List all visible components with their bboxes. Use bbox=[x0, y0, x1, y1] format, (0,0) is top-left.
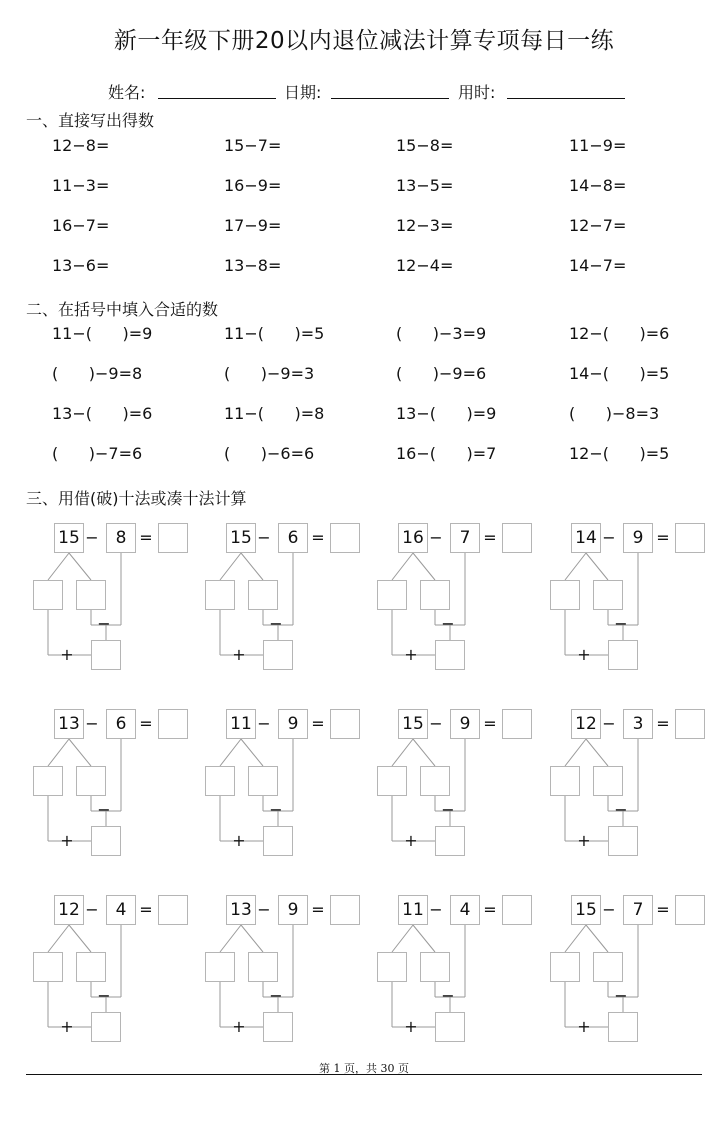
minuend-value: 13 bbox=[230, 900, 252, 920]
step-plus-sign: + bbox=[577, 831, 591, 850]
answer-box[interactable] bbox=[502, 523, 532, 553]
answer-box[interactable] bbox=[502, 709, 532, 739]
step-plus-sign: + bbox=[232, 831, 246, 850]
section1-title: 一、直接写出得数 bbox=[26, 111, 155, 130]
fill-blank-item[interactable]: 13−( )=6 bbox=[52, 404, 153, 423]
split-right-box[interactable] bbox=[248, 766, 278, 796]
step-plus-sign: + bbox=[60, 831, 74, 850]
exercise-item: 14−8= bbox=[569, 176, 627, 195]
minuend-value: 15 bbox=[230, 528, 252, 548]
equals-sign: = bbox=[139, 900, 153, 919]
exercise-item: 12−4= bbox=[396, 256, 454, 275]
fill-blank-item[interactable]: ( )−8=3 bbox=[569, 404, 660, 423]
answer-box[interactable] bbox=[502, 895, 532, 925]
minus-sign: − bbox=[85, 714, 99, 733]
step-minus-sign: − bbox=[614, 986, 628, 1005]
subtrahend-value: 9 bbox=[287, 714, 299, 734]
step-minus-sign: − bbox=[97, 614, 111, 633]
equals-sign: = bbox=[656, 900, 670, 919]
result-box[interactable] bbox=[435, 826, 465, 856]
fill-blank-item[interactable]: ( )−7=6 bbox=[52, 444, 143, 463]
minus-sign: − bbox=[602, 714, 616, 733]
subtrahend-value: 9 bbox=[632, 528, 644, 548]
exercise-item: 12−3= bbox=[396, 216, 454, 235]
answer-box[interactable] bbox=[675, 523, 705, 553]
equals-sign: = bbox=[139, 528, 153, 547]
split-right-box[interactable] bbox=[420, 766, 450, 796]
fill-blank-item[interactable]: 14−( )=5 bbox=[569, 364, 670, 383]
exercise-item: 13−6= bbox=[52, 256, 110, 275]
split-right-box[interactable] bbox=[248, 580, 278, 610]
equals-sign: = bbox=[483, 528, 497, 547]
page-footer: 第 1 页，共 30 页 bbox=[319, 1062, 409, 1075]
result-box[interactable] bbox=[263, 1012, 293, 1042]
fill-blank-item[interactable]: 11−( )=9 bbox=[52, 324, 153, 343]
split-left-box[interactable] bbox=[377, 952, 407, 982]
minuend-value: 12 bbox=[58, 900, 80, 920]
exercise-item: 11−3= bbox=[52, 176, 110, 195]
result-box[interactable] bbox=[263, 826, 293, 856]
step-plus-sign: + bbox=[60, 1017, 74, 1036]
split-right-box[interactable] bbox=[593, 952, 623, 982]
result-box[interactable] bbox=[435, 1012, 465, 1042]
fill-blank-item[interactable]: 11−( )=5 bbox=[224, 324, 325, 343]
minus-sign: − bbox=[257, 528, 271, 547]
minus-sign: − bbox=[85, 900, 99, 919]
step-plus-sign: + bbox=[232, 1017, 246, 1036]
result-box[interactable] bbox=[608, 826, 638, 856]
subtrahend-value: 9 bbox=[459, 714, 471, 734]
step-minus-sign: − bbox=[97, 800, 111, 819]
exercise-item: 15−7= bbox=[224, 136, 282, 155]
subtrahend-value: 6 bbox=[287, 528, 299, 548]
step-plus-sign: + bbox=[404, 1017, 418, 1036]
split-left-box[interactable] bbox=[205, 952, 235, 982]
split-left-box[interactable] bbox=[377, 580, 407, 610]
name-label: 姓名: bbox=[108, 83, 146, 102]
split-left-box[interactable] bbox=[550, 580, 580, 610]
exercise-item: 13−5= bbox=[396, 176, 454, 195]
step-plus-sign: + bbox=[404, 645, 418, 664]
equals-sign: = bbox=[483, 714, 497, 733]
result-box[interactable] bbox=[435, 640, 465, 670]
minuend-value: 16 bbox=[402, 528, 424, 548]
step-minus-sign: − bbox=[269, 986, 283, 1005]
fill-blank-item[interactable]: 11−( )=8 bbox=[224, 404, 325, 423]
fill-blank-item[interactable]: 13−( )=9 bbox=[396, 404, 497, 423]
result-box[interactable] bbox=[91, 1012, 121, 1042]
exercise-item: 13−8= bbox=[224, 256, 282, 275]
exercise-item: 15−8= bbox=[396, 136, 454, 155]
split-right-box[interactable] bbox=[76, 580, 106, 610]
footer-divider bbox=[26, 1074, 702, 1075]
split-right-box[interactable] bbox=[76, 766, 106, 796]
answer-box[interactable] bbox=[330, 709, 360, 739]
subtrahend-value: 4 bbox=[459, 900, 471, 920]
step-minus-sign: − bbox=[269, 800, 283, 819]
exercise-item: 16−9= bbox=[224, 176, 282, 195]
subtrahend-value: 7 bbox=[459, 528, 471, 548]
step-minus-sign: − bbox=[441, 986, 455, 1005]
step-minus-sign: − bbox=[441, 800, 455, 819]
subtrahend-value: 7 bbox=[632, 900, 644, 920]
answer-box[interactable] bbox=[158, 709, 188, 739]
step-plus-sign: + bbox=[577, 645, 591, 664]
exercise-item: 11−9= bbox=[569, 136, 627, 155]
minuend-value: 15 bbox=[58, 528, 80, 548]
step-minus-sign: − bbox=[614, 800, 628, 819]
section3-title: 三、用借(破)十法或凑十法计算 bbox=[26, 489, 247, 508]
split-left-box[interactable] bbox=[550, 766, 580, 796]
section2-title: 二、在括号中填入合适的数 bbox=[26, 300, 219, 319]
minus-sign: − bbox=[602, 528, 616, 547]
equals-sign: = bbox=[311, 714, 325, 733]
fill-blank-item[interactable]: 16−( )=7 bbox=[396, 444, 497, 463]
exercise-item: 16−7= bbox=[52, 216, 110, 235]
split-right-box[interactable] bbox=[420, 952, 450, 982]
step-plus-sign: + bbox=[60, 645, 74, 664]
answer-box[interactable] bbox=[330, 895, 360, 925]
minus-sign: − bbox=[602, 900, 616, 919]
split-right-box[interactable] bbox=[420, 580, 450, 610]
split-left-box[interactable] bbox=[33, 580, 63, 610]
answer-box[interactable] bbox=[675, 895, 705, 925]
result-box[interactable] bbox=[608, 640, 638, 670]
result-box[interactable] bbox=[91, 826, 121, 856]
fill-blank-item[interactable]: ( )−6=6 bbox=[224, 444, 315, 463]
split-right-box[interactable] bbox=[593, 766, 623, 796]
equals-sign: = bbox=[656, 714, 670, 733]
split-left-box[interactable] bbox=[33, 952, 63, 982]
minuend-value: 12 bbox=[575, 714, 597, 734]
step-plus-sign: + bbox=[404, 831, 418, 850]
fill-blank-item[interactable]: ( )−9=8 bbox=[52, 364, 143, 383]
step-minus-sign: − bbox=[441, 614, 455, 633]
result-box[interactable] bbox=[263, 640, 293, 670]
equals-sign: = bbox=[311, 528, 325, 547]
step-plus-sign: + bbox=[577, 1017, 591, 1036]
minus-sign: − bbox=[429, 528, 443, 547]
minuend-value: 15 bbox=[575, 900, 597, 920]
date-label: 日期: bbox=[284, 83, 322, 102]
equals-sign: = bbox=[483, 900, 497, 919]
split-right-box[interactable] bbox=[76, 952, 106, 982]
minus-sign: − bbox=[429, 900, 443, 919]
step-minus-sign: − bbox=[269, 614, 283, 633]
step-minus-sign: − bbox=[97, 986, 111, 1005]
split-right-box[interactable] bbox=[593, 580, 623, 610]
subtrahend-value: 4 bbox=[115, 900, 127, 920]
minus-sign: − bbox=[429, 714, 443, 733]
step-minus-sign: − bbox=[614, 614, 628, 633]
split-left-box[interactable] bbox=[205, 580, 235, 610]
exercise-item: 14−7= bbox=[569, 256, 627, 275]
equals-sign: = bbox=[139, 714, 153, 733]
exercise-item: 17−9= bbox=[224, 216, 282, 235]
minuend-value: 11 bbox=[230, 714, 252, 734]
minus-sign: − bbox=[257, 900, 271, 919]
minus-sign: − bbox=[257, 714, 271, 733]
answer-box[interactable] bbox=[158, 895, 188, 925]
exercise-item: 12−8= bbox=[52, 136, 110, 155]
equals-sign: = bbox=[656, 528, 670, 547]
split-left-box[interactable] bbox=[205, 766, 235, 796]
subtrahend-value: 9 bbox=[287, 900, 299, 920]
fill-blank-item[interactable]: ( )−3=9 bbox=[396, 324, 487, 343]
answer-box[interactable] bbox=[158, 523, 188, 553]
result-box[interactable] bbox=[608, 1012, 638, 1042]
minuend-value: 13 bbox=[58, 714, 80, 734]
answer-box[interactable] bbox=[675, 709, 705, 739]
fill-blank-item[interactable]: ( )−9=6 bbox=[396, 364, 487, 383]
page-title: 新一年级下册20以内退位减法计算专项每日一练 bbox=[113, 28, 615, 54]
minuend-value: 11 bbox=[402, 900, 424, 920]
split-left-box[interactable] bbox=[377, 766, 407, 796]
fill-blank-item[interactable]: 12−( )=6 bbox=[569, 324, 670, 343]
minuend-value: 15 bbox=[402, 714, 424, 734]
subtrahend-value: 8 bbox=[115, 528, 127, 548]
equals-sign: = bbox=[311, 900, 325, 919]
split-left-box[interactable] bbox=[33, 766, 63, 796]
result-box[interactable] bbox=[91, 640, 121, 670]
minus-sign: − bbox=[85, 528, 99, 547]
exercise-item: 12−7= bbox=[569, 216, 627, 235]
fill-blank-item[interactable]: 12−( )=5 bbox=[569, 444, 670, 463]
split-right-box[interactable] bbox=[248, 952, 278, 982]
answer-box[interactable] bbox=[330, 523, 360, 553]
time-label: 用时: bbox=[458, 83, 496, 102]
fill-blank-item[interactable]: ( )−9=3 bbox=[224, 364, 315, 383]
subtrahend-value: 6 bbox=[115, 714, 127, 734]
minuend-value: 14 bbox=[575, 528, 597, 548]
step-plus-sign: + bbox=[232, 645, 246, 664]
split-left-box[interactable] bbox=[550, 952, 580, 982]
subtrahend-value: 3 bbox=[632, 714, 644, 734]
